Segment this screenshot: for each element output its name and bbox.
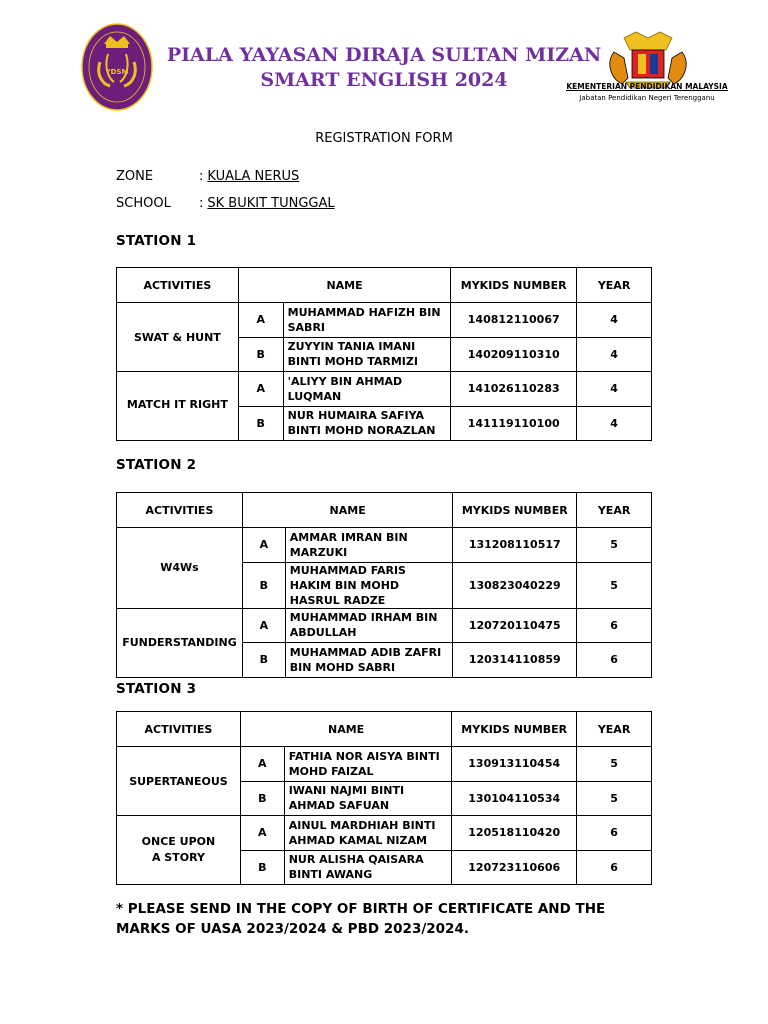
student-name: AMMAR IMRAN BIN MARZUKI	[285, 528, 453, 563]
ydsm-logo	[80, 22, 154, 112]
mykids-number: 130913110454	[452, 747, 577, 782]
table-row	[117, 528, 652, 563]
slot-label: A	[238, 372, 283, 407]
slot-label: B	[240, 850, 284, 885]
mykids-number: 131208110517	[453, 528, 577, 563]
activity-name: SWAT & HUNT	[117, 303, 239, 372]
slot-label: A	[242, 608, 285, 643]
mykids-number: 120723110606	[452, 850, 577, 885]
col-year: YEAR	[577, 268, 652, 303]
activity-name: W4Ws	[117, 528, 243, 609]
slot-label: B	[238, 406, 283, 441]
year-value: 6	[577, 816, 652, 851]
col-mykids: MYKIDS NUMBER	[452, 712, 577, 747]
zone-row	[116, 169, 299, 184]
school-row	[116, 196, 335, 211]
slot-label: B	[242, 562, 285, 608]
year-value: 6	[577, 643, 652, 678]
mykids-number: 120720110475	[453, 608, 577, 643]
year-value: 5	[577, 781, 652, 816]
table-row	[117, 372, 652, 407]
table-header-row	[117, 268, 652, 303]
submission-note: * PLEASE SEND IN THE COPY OF BIRTH OF CERTIFICATE AND THE MARKS OF UASA 2023/2024 & PBD 2023/2024.	[116, 901, 606, 937]
station-1-title: STATION 1	[116, 233, 197, 249]
mykids-number: 141119110100	[451, 406, 577, 441]
svg-text:YDSM: YDSM	[105, 68, 129, 76]
col-year: YEAR	[577, 712, 652, 747]
table-row	[117, 608, 652, 643]
school-value: SK BUKIT TUNGGAL	[207, 196, 335, 211]
year-value: 4	[577, 372, 652, 407]
zone-separator: :	[199, 169, 204, 184]
student-name: IWANI NAJMI BINTI AHMAD SAFUAN	[284, 781, 452, 816]
ministry-subtitle: Jabatan Pendidikan Negeri Terengganu	[579, 94, 715, 102]
col-activities: ACTIVITIES	[117, 493, 243, 528]
year-value: 6	[577, 850, 652, 885]
station-3-title: STATION 3	[116, 681, 197, 697]
activity-name: ONCE UPON A STORY	[117, 816, 241, 885]
mykids-number: 140209110310	[451, 337, 577, 372]
zone-value: KUALA NERUS	[207, 169, 300, 184]
zone-label: ZONE	[116, 169, 154, 184]
mykids-number: 120518110420	[452, 816, 577, 851]
table-header-row	[117, 493, 652, 528]
year-value: 4	[577, 303, 652, 338]
col-activities: ACTIVITIES	[117, 268, 239, 303]
student-name: MUHAMMAD IRHAM BIN ABDULLAH	[285, 608, 453, 643]
activity-name: FUNDERSTANDING	[117, 608, 243, 677]
station-3-table	[116, 711, 652, 885]
mykids-number: 130104110534	[452, 781, 577, 816]
table-header-row	[117, 712, 652, 747]
year-value: 5	[577, 747, 652, 782]
activity-name: MATCH IT RIGHT	[117, 372, 239, 441]
ministry-name: KEMENTERIAN PENDIDIKAN MALAYSIA	[566, 82, 728, 91]
title-line-1: PIALA YAYASAN DIRAJA SULTAN MIZAN	[166, 44, 602, 66]
year-value: 4	[577, 337, 652, 372]
mykids-number: 130823040229	[453, 562, 577, 608]
mykids-number: 140812110067	[451, 303, 577, 338]
year-value: 6	[577, 608, 652, 643]
student-name: MUHAMMAD ADIB ZAFRI BIN MOHD SABRI	[285, 643, 453, 678]
slot-label: B	[242, 643, 285, 678]
title-line-2: SMART ENGLISH 2024	[260, 69, 508, 91]
form-title: REGISTRATION FORM	[315, 131, 453, 146]
col-mykids: MYKIDS NUMBER	[453, 493, 577, 528]
col-name: NAME	[242, 493, 452, 528]
slot-label: A	[240, 816, 284, 851]
col-activities: ACTIVITIES	[117, 712, 241, 747]
activity-name: SUPERTANEOUS	[117, 747, 241, 816]
student-name: FATHIA NOR AISYA BINTI MOHD FAIZAL	[284, 747, 452, 782]
slot-label: B	[240, 781, 284, 816]
station-2-table	[116, 492, 652, 678]
table-row	[117, 816, 652, 851]
year-value: 4	[577, 406, 652, 441]
student-name: NUR ALISHA QAISARA BINTI AWANG	[284, 850, 452, 885]
school-separator: :	[199, 196, 204, 211]
student-name: MUHAMMAD FARIS HAKIM BIN MOHD HASRUL RADZE	[285, 562, 453, 608]
school-label: SCHOOL	[116, 196, 171, 211]
year-value: 5	[577, 528, 652, 563]
col-name: NAME	[240, 712, 451, 747]
student-name: MUHAMMAD HAFIZH BIN SABRI	[283, 303, 451, 338]
col-mykids: MYKIDS NUMBER	[451, 268, 577, 303]
table-row	[117, 747, 652, 782]
station-2-title: STATION 2	[116, 457, 197, 473]
slot-label: A	[242, 528, 285, 563]
slot-label: A	[238, 303, 283, 338]
student-name: AINUL MARDHIAH BINTI AHMAD KAMAL NIZAM	[284, 816, 452, 851]
student-name: NUR HUMAIRA SAFIYA BINTI MOHD NORAZLAN	[283, 406, 451, 441]
slot-label: B	[238, 337, 283, 372]
year-value: 5	[577, 562, 652, 608]
col-year: YEAR	[577, 493, 652, 528]
student-name: ZUYYIN TANIA IMANI BINTI MOHD TARMIZI	[283, 337, 451, 372]
col-name: NAME	[238, 268, 451, 303]
ministry-divider	[566, 90, 728, 91]
slot-label: A	[240, 747, 284, 782]
table-row	[117, 303, 652, 338]
student-name: 'ALIYY BIN AHMAD LUQMAN	[283, 372, 451, 407]
station-1-table	[116, 267, 652, 441]
mykids-number: 141026110283	[451, 372, 577, 407]
mykids-number: 120314110859	[453, 643, 577, 678]
